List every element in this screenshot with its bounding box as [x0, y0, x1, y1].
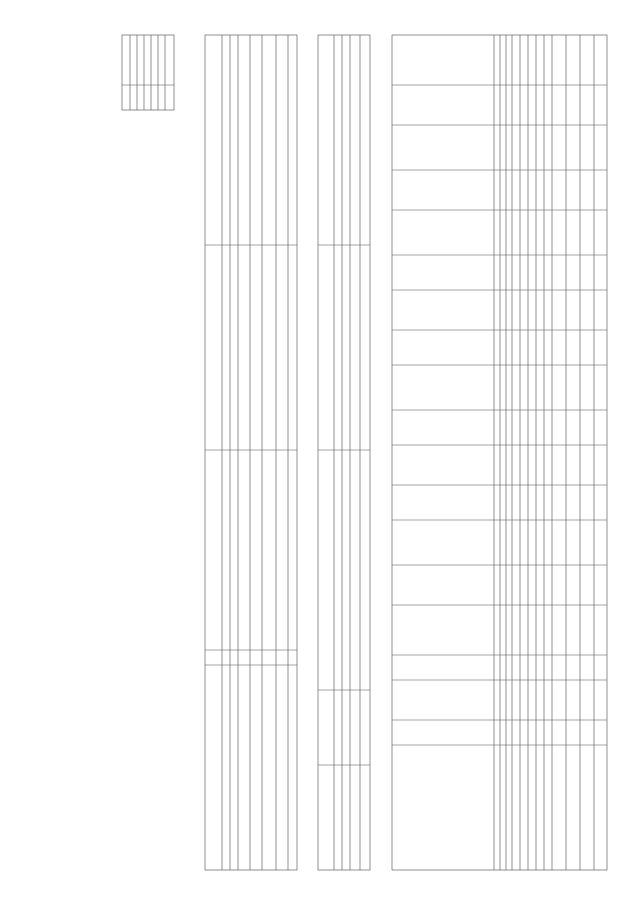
codes-block	[122, 115, 182, 205]
annex-block	[12, 35, 82, 265]
section-1-1-heading	[308, 470, 316, 870]
section-1-2-heading	[382, 470, 390, 870]
table-1	[205, 35, 297, 870]
section-1-heading	[145, 570, 200, 870]
side-notes	[612, 370, 632, 870]
table-3	[392, 35, 607, 870]
codes-box	[122, 35, 174, 110]
title-block	[75, 115, 110, 775]
table-2	[318, 35, 370, 870]
